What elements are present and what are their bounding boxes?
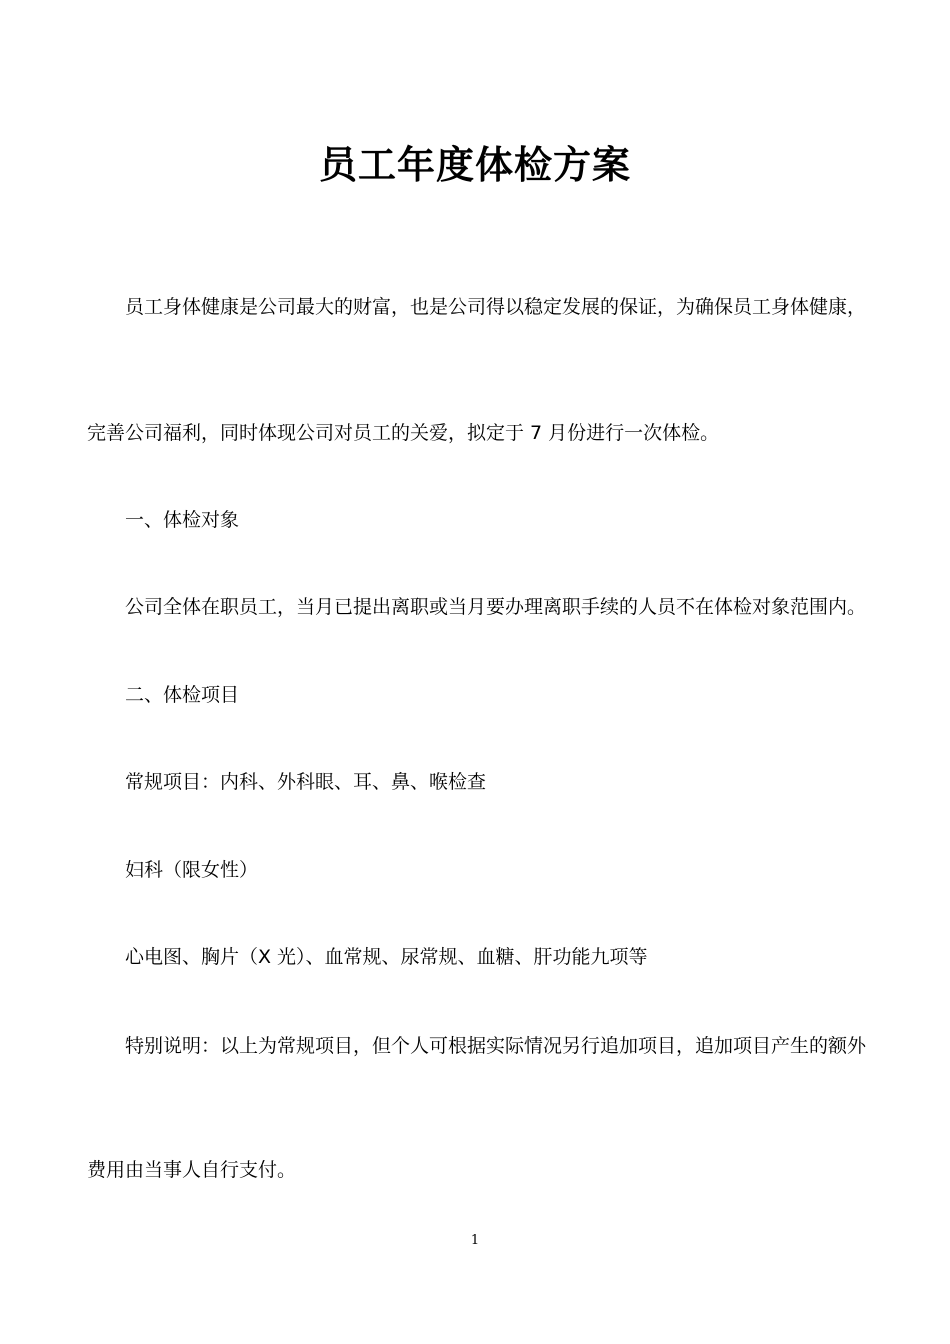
intro-paragraph-line-1: 员工身体健康是公司最大的财富，也是公司得以稳定发展的保证，为确保员工身体健康， [125,296,867,318]
page-number: 1 [470,1233,480,1248]
item-tests: 心电图、胸片（X 光）、血常规、尿常规、血糖、肝功能九项等 [125,946,648,968]
item-routine: 常规项目：内科、外科眼、耳、鼻、喉检查 [125,771,487,793]
document-title: 员工年度体检方案 [318,143,631,187]
item-gynecology: 妇科（限女性） [125,859,259,881]
section-heading-subjects: 一、体检对象 [125,509,240,531]
note-paragraph-line-2: 费用由当事人自行支付。 [87,1159,297,1181]
subjects-paragraph: 公司全体在职员工，当月已提出离职或当月要办理离职手续的人员不在体检对象范围内。 [125,596,867,618]
note-paragraph-line-1: 特别说明：以上为常规项目，但个人可根据实际情况另行追加项目，追加项目产生的额外 [125,1035,867,1057]
intro-paragraph-line-2: 完善公司福利，同时体现公司对员工的关爱，拟定于 7 月份进行一次体检。 [87,422,720,444]
section-heading-items: 二、体检项目 [125,684,240,706]
